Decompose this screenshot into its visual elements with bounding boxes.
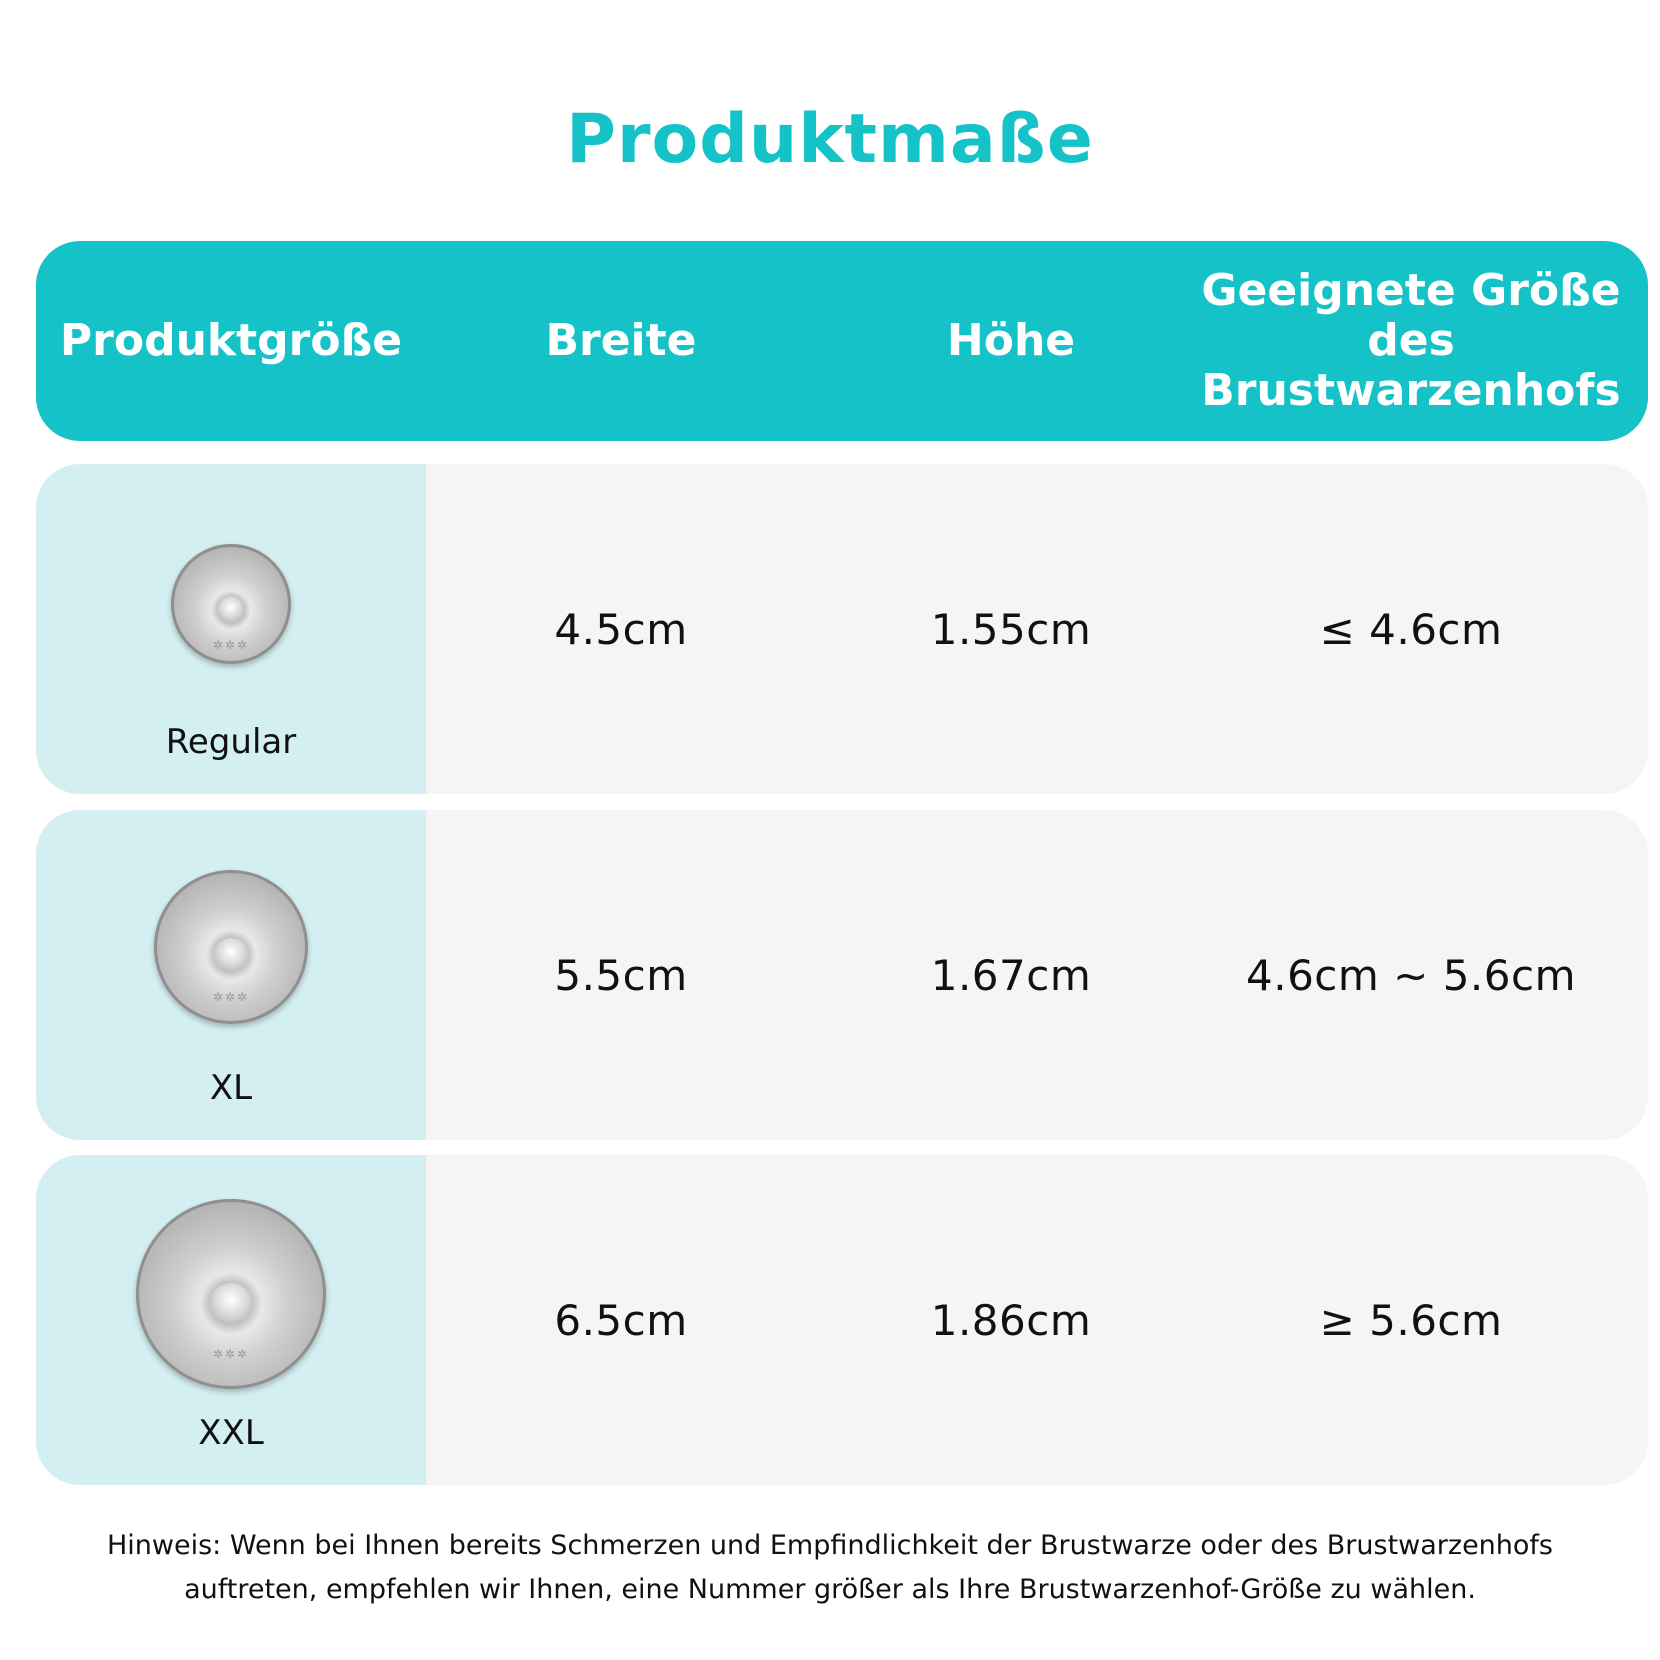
width-value: 6.5cm [554, 1295, 688, 1345]
header-width: Breite [545, 315, 697, 366]
breast-shell-medium-icon [154, 870, 308, 1024]
width-value: 4.5cm [554, 604, 688, 654]
table-row [36, 464, 1648, 794]
height-value: 1.67cm [930, 950, 1092, 1000]
shell-dots-icon: ✲✲✲ [212, 637, 250, 652]
width-value: 5.5cm [554, 950, 688, 1000]
header-size: Produktgröße [59, 315, 403, 366]
shell-center-icon [210, 1283, 252, 1325]
size-cell [36, 1155, 426, 1485]
size-cell [36, 810, 426, 1140]
height-value: 1.55cm [930, 604, 1092, 654]
breast-shell-small-icon [171, 544, 291, 664]
areola-value: ≥ 5.6cm [1319, 1295, 1503, 1345]
shell-dots-icon: ✲✲✲ [212, 1347, 250, 1362]
size-cell [36, 464, 426, 794]
shell-center-icon [214, 938, 248, 972]
table-row [36, 810, 1648, 1140]
areola-value: 4.6cm ~ 5.6cm [1246, 950, 1576, 1000]
size-label: Regular [165, 722, 297, 762]
page-title: Produktmaße [566, 100, 1094, 179]
size-label: XXL [198, 1413, 264, 1453]
breast-shell-large-icon [136, 1199, 326, 1389]
shell-center-icon [218, 597, 244, 623]
header-height: Höhe [946, 315, 1076, 366]
header-areola-size: Geeignete Größe des Brustwarzenhofs [1201, 265, 1621, 416]
hint-note: Hinweis: Wenn bei Ihnen bereits Schmerzen und Empfindlichkeit der Brustwarze oder des Brustwarzenhofs auftreten, empfehlen wir Ihnen, eine Nummer größer als Ihre Brustwarzenhof-Größe zu wählen. [106, 1530, 1554, 1605]
size-label: XL [209, 1068, 253, 1108]
table-row [36, 1155, 1648, 1485]
shell-dots-icon: ✲✲✲ [212, 990, 250, 1005]
table-header [36, 241, 1648, 441]
areola-value: ≤ 4.6cm [1319, 604, 1503, 654]
height-value: 1.86cm [930, 1295, 1092, 1345]
